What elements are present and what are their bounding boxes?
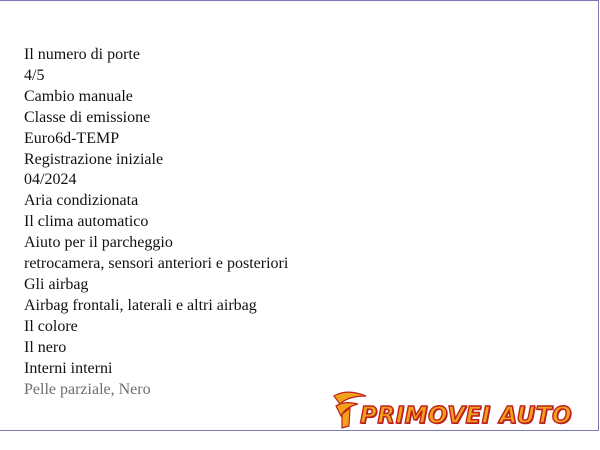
value-climate: Il clima automatico [24,213,149,231]
primovei-auto-logo [330,388,600,432]
value-emission-class: Euro6d-TEMP [24,129,120,147]
label-emission-class: Classe di emissione [24,108,151,126]
vehicle-details [24,45,288,400]
logo-wordmark: PRIMOVEI AUTO [360,403,573,429]
label-first-registration: Registrazione iniziale [24,150,164,168]
value-parking-aid: retrocamera, sensori anteriori e posteriori [24,255,289,273]
value-airbags: Airbag frontali, laterali e altri airbag [24,296,257,314]
label-airbags: Gli airbag [24,275,89,293]
label-parking-aid: Aiuto per il parcheggio [24,234,173,252]
label-doors: Il numero di porte [24,46,140,63]
label-transmission: Cambio manuale [24,87,133,105]
bottom-margin [0,431,600,450]
label-color: Il colore [24,317,78,335]
value-interior: Pelle parziale, Nero [24,380,151,398]
value-first-registration: 04/2024 [24,171,77,189]
value-color: Il nero [24,338,67,356]
value-doors: 4/5 [24,66,45,84]
label-interior: Interni interni [24,359,113,377]
label-air-conditioning: Aria condizionata [24,192,139,210]
